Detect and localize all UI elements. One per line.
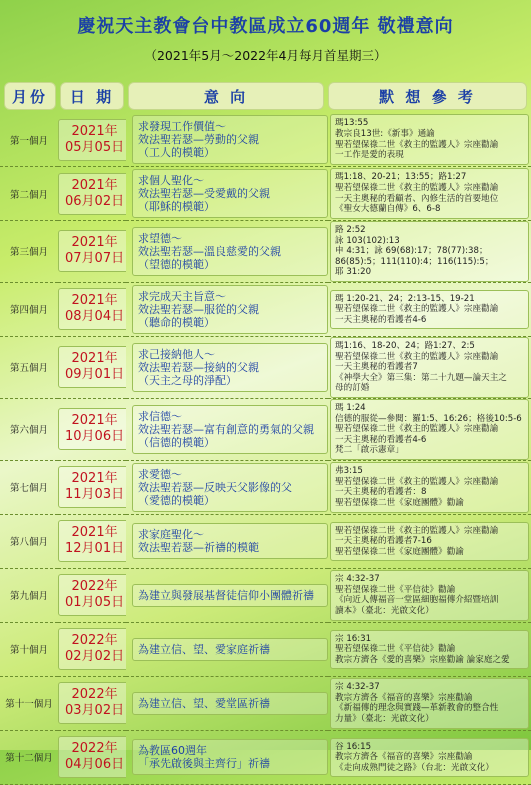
topic-box xyxy=(132,584,328,607)
reference-line: 讀本》（臺北：光啟文化） xyxy=(335,606,434,616)
date-cell xyxy=(58,622,126,676)
date-box xyxy=(58,119,126,161)
reference-line: 一天主奧秘的看護者：8 xyxy=(335,487,427,498)
month-cell: 第八個月 xyxy=(0,514,58,568)
month-cell: 第二個月 xyxy=(0,167,58,221)
topic-box xyxy=(132,115,328,164)
topic-line: 為建立與發展基督徒信仰小團體祈禱 xyxy=(138,588,314,602)
month-cell: 第三個月 xyxy=(0,221,58,283)
reference-box xyxy=(330,221,529,282)
reference-cell xyxy=(328,730,531,784)
topic-line: 求發現工作價值～ xyxy=(138,120,226,133)
topic-line: 效法聖若瑟—服從的父親 xyxy=(138,302,259,316)
reference-line: 詠 103(102):13 xyxy=(335,235,400,246)
reference-line: 教宗良13世:《新事》通諭 xyxy=(335,128,435,139)
reference-cell xyxy=(328,167,531,221)
month-cell: 第十二個月 xyxy=(0,730,58,784)
date-box xyxy=(58,682,126,724)
date-line: 2022年 xyxy=(71,579,118,595)
table-row xyxy=(0,398,531,460)
date-cell xyxy=(58,221,126,283)
topic-line: 效法聖若瑟—富有創意的勇氣的父親 xyxy=(138,422,314,436)
table-row xyxy=(0,622,531,676)
table-row xyxy=(0,221,531,283)
date-cell xyxy=(58,282,126,336)
reference-line: 86(85):5；111(110):4；116(115):5； xyxy=(335,256,494,267)
topic-box xyxy=(132,169,328,218)
topic-box xyxy=(132,739,328,775)
page-title: 慶祝天主教會台中教區成立60週年 敬禮意向 xyxy=(77,16,454,37)
date-line: 07月07日 xyxy=(65,251,125,267)
topic-line: （工人的模範） xyxy=(138,146,215,159)
month-cell: 第六個月 xyxy=(0,398,58,460)
topic-line: 求愛德～ xyxy=(138,467,182,481)
date-cell xyxy=(58,113,126,167)
date-box xyxy=(58,628,126,670)
topic-line: （望德的模範） xyxy=(138,257,215,271)
date-line: 2021年 xyxy=(71,471,118,487)
table-row xyxy=(0,282,531,336)
reference-line: 教宗方濟各《福音的喜樂》宗座勸諭 xyxy=(335,692,473,703)
reference-line: 一天主奧秘的看護者7-16 xyxy=(335,536,432,547)
date-line: 05月05日 xyxy=(65,139,125,155)
date-line: 10月06日 xyxy=(65,429,125,445)
topic-cell xyxy=(126,514,328,568)
reference-line: 《新福傳的理念與實踐—革新教會的整合性 xyxy=(335,703,499,714)
reference-line: 一天主奧秘的看護者7 xyxy=(335,362,418,373)
topic-cell xyxy=(126,460,328,514)
date-line: 2022年 xyxy=(71,687,118,703)
month-cell: 第四個月 xyxy=(0,282,58,336)
reference-line: 《向近人傳福音一堂區細胞福傳介紹暨培訓 xyxy=(335,595,499,606)
reference-cell xyxy=(328,568,531,622)
topic-cell xyxy=(126,167,328,221)
reference-line: 梵二「啟示憲章」 xyxy=(335,445,404,456)
reference-line: 力量》（臺北：光啟文化） xyxy=(335,714,434,724)
reference-line: 教宗方濟各《福音的喜樂》宗座勸諭 xyxy=(335,752,473,763)
reference-box xyxy=(330,114,529,164)
topic-line: 求完成天主旨意～ xyxy=(138,289,226,303)
topic-line: 效法聖若瑟—溫良慈愛的父親 xyxy=(138,244,281,258)
reference-line: 《神學大全》第三集：第二十九題—論天主之 xyxy=(335,372,507,383)
reference-line: 聖若望保祿二世《救主的監護人》宗座勸諭 xyxy=(335,525,499,536)
month-cell: 第九個月 xyxy=(0,568,58,622)
reference-line: 母的訂婚 xyxy=(335,383,370,394)
reference-line: 教宗方濟各《愛的喜樂》宗座勸諭 論家庭之愛 xyxy=(335,654,510,665)
date-line: 01月05日 xyxy=(65,595,125,611)
reference-line: 《走向成熟門徒之路》（台北：光啟文化） xyxy=(335,762,494,773)
topic-cell xyxy=(126,336,328,398)
reference-line: 耶 31:20 xyxy=(335,267,372,278)
topic-line: 效法聖若瑟—反映天父影像的父 xyxy=(138,480,292,494)
reference-box xyxy=(330,630,529,670)
date-box xyxy=(58,520,126,562)
date-line: 11月03日 xyxy=(65,487,125,503)
header-month: 月份 xyxy=(4,82,56,110)
reference-box xyxy=(330,522,529,562)
table-row xyxy=(0,568,531,622)
reference-line: 一天主奧秘的看護者4-6 xyxy=(335,434,427,445)
topic-box xyxy=(132,285,328,334)
reference-cell xyxy=(328,221,531,283)
topic-line: 為教區60週年 xyxy=(138,744,207,758)
reference-box xyxy=(330,399,529,460)
date-box xyxy=(58,408,126,450)
topic-line: 效法聖若瑟—祈禱的模範 xyxy=(138,541,259,555)
reference-line: 瑪1:18、20-21；13:55；路1:27 xyxy=(335,172,467,183)
reference-line: 弗3:15 xyxy=(335,466,363,477)
table-row xyxy=(0,460,531,514)
topic-line: 效法聖若瑟—接納的父親 xyxy=(138,360,259,374)
topic-box xyxy=(132,227,328,276)
date-box xyxy=(58,574,126,616)
reference-line: 一工作是愛的表現 xyxy=(335,150,404,161)
date-line: 04月06日 xyxy=(65,757,125,773)
reference-line: 宗 4:32-37 xyxy=(335,682,380,693)
table-row xyxy=(0,113,531,167)
month-cell: 第十一個月 xyxy=(0,676,58,730)
reference-line: 聖若望保祿二世《救主的監護人》宗座勸諭 xyxy=(335,351,499,362)
reference-line: 聖若望保祿二世《平信徒》勸諭 xyxy=(335,584,456,595)
topic-box xyxy=(132,692,328,715)
date-line: 2021年 xyxy=(71,293,118,309)
reference-line: 信德的服從—參閱：羅1:5、16:26；格後10:5-6 xyxy=(335,413,522,424)
topic-cell xyxy=(126,282,328,336)
month-cell: 第十個月 xyxy=(0,622,58,676)
date-line: 06月02日 xyxy=(65,193,125,209)
table-row xyxy=(0,676,531,730)
reference-line: 聖若望保祿二世《救主的監護人》宗座勸諭 xyxy=(335,476,499,487)
reference-line: 宗 4:32-37 xyxy=(335,574,380,585)
topic-line: 效法聖若瑟—受愛戴的父親 xyxy=(138,187,270,200)
reference-cell xyxy=(328,113,531,167)
reference-cell xyxy=(328,398,531,460)
reference-line: 申 4:31；詠 69(68):17；78(77):38； xyxy=(335,246,488,257)
header-date: 日 期 xyxy=(60,82,124,110)
topic-line: （聽命的模範） xyxy=(138,315,215,329)
reference-cell xyxy=(328,336,531,398)
date-box xyxy=(58,466,126,508)
reference-line: 瑪13:55 xyxy=(335,118,369,129)
date-line: 2021年 xyxy=(71,413,118,429)
date-cell xyxy=(58,568,126,622)
date-box xyxy=(58,288,126,330)
date-cell xyxy=(58,167,126,221)
date-line: 12月01日 xyxy=(65,541,125,557)
table-row xyxy=(0,730,531,784)
topic-box xyxy=(132,405,328,454)
topic-line: （愛德的模範） xyxy=(138,493,215,507)
date-line: 09月01日 xyxy=(65,367,125,383)
topic-line: 為建立信、望、愛家庭祈禱 xyxy=(138,642,270,656)
reference-line: 瑪1:16、18-20、24；路1:27、2:5 xyxy=(335,340,475,351)
reference-line: 聖若望保祿二世《平信徒》勸諭 xyxy=(335,644,456,655)
topic-cell xyxy=(126,730,328,784)
date-cell xyxy=(58,730,126,784)
topic-line: 為建立信、望、愛堂區祈禱 xyxy=(138,696,270,710)
topic-line: （天主之母的淨配） xyxy=(138,373,237,387)
reference-line: 瑪 1:20-21、24；2:13-15、19-21 xyxy=(335,293,475,304)
topic-box xyxy=(132,343,328,392)
date-line: 2021年 xyxy=(71,177,118,193)
reference-box xyxy=(330,337,529,398)
date-line: 2021年 xyxy=(71,525,118,541)
topic-cell xyxy=(126,676,328,730)
reference-line: 谷 16:15 xyxy=(335,741,372,752)
reference-line: 宗 16:31 xyxy=(335,633,372,644)
reference-box xyxy=(330,570,529,620)
reference-box xyxy=(330,290,529,330)
topic-line: 「承先啟後與主齊行」祈禱 xyxy=(138,757,270,771)
reference-line: 瑪 1:24 xyxy=(335,402,366,413)
schedule-table xyxy=(0,113,531,785)
date-cell xyxy=(58,676,126,730)
date-line: 2022年 xyxy=(71,741,118,757)
reference-line: 一天主奧秘的看顧者、內修生活的首要地位 xyxy=(335,193,499,204)
header-topic: 意 向 xyxy=(128,82,324,110)
page-subtitle: （2021年5月～2022年4月每月首星期三） xyxy=(144,48,387,63)
reference-line: 聖若望保祿二世《家庭團體》勸諭 xyxy=(335,546,464,557)
reference-cell xyxy=(328,514,531,568)
reference-line: 《聖女大德蘭自傳》6、6-8 xyxy=(335,204,441,215)
reference-line: 聖若望保祿二世《家庭團體》勸諭 xyxy=(335,498,464,508)
reference-box xyxy=(330,462,529,512)
date-cell xyxy=(58,460,126,514)
reference-cell xyxy=(328,282,531,336)
date-line: 08月04日 xyxy=(65,309,125,325)
reference-line: 聖若望保祿二世《救主的監護人》宗座勸諭 xyxy=(335,139,499,150)
topic-line: 求家庭聖化～ xyxy=(138,528,204,542)
topic-line: 求信德～ xyxy=(138,409,182,423)
topic-cell xyxy=(126,113,328,167)
topic-line: 求個人聖化～ xyxy=(138,174,204,187)
table-row xyxy=(0,514,531,568)
topic-line: 效法聖若瑟—勞動的父親 xyxy=(138,133,259,146)
table-row xyxy=(0,167,531,221)
reference-line: 聖若望保祿二世《救主的監護人》宗座勸諭 xyxy=(335,424,499,435)
topic-box xyxy=(132,523,328,559)
topic-cell xyxy=(126,568,328,622)
topic-cell xyxy=(126,622,328,676)
month-cell: 第一個月 xyxy=(0,113,58,167)
reference-line: 聖若望保祿二世《救主的監護人》宗座勸諭 xyxy=(335,304,499,315)
reference-cell xyxy=(328,676,531,730)
date-cell xyxy=(58,398,126,460)
date-box xyxy=(58,230,126,272)
reference-line: 路 2:52 xyxy=(335,225,366,235)
reference-cell xyxy=(328,622,531,676)
topic-line: 求己接納他人～ xyxy=(138,347,215,361)
header-ref: 默 想 參 考 xyxy=(328,82,527,110)
reference-box xyxy=(330,738,529,778)
date-line: 2021年 xyxy=(71,351,118,367)
date-cell xyxy=(58,514,126,568)
topic-line: 求望德～ xyxy=(138,231,182,245)
topic-box xyxy=(132,638,328,661)
topic-line: （信德的模範） xyxy=(138,435,215,449)
reference-line: 一天主奧秘的看護者4-6 xyxy=(335,314,427,325)
topic-box xyxy=(132,463,328,512)
topic-line: （耶穌的模範） xyxy=(138,200,215,213)
date-line: 02月02日 xyxy=(65,649,125,665)
date-line: 2022年 xyxy=(71,633,118,649)
topic-cell xyxy=(126,398,328,460)
table-row xyxy=(0,336,531,398)
date-box xyxy=(58,173,126,215)
date-line: 2021年 xyxy=(71,235,118,251)
month-cell: 第七個月 xyxy=(0,460,58,514)
reference-box xyxy=(330,678,529,728)
date-box xyxy=(58,346,126,388)
topic-cell xyxy=(126,221,328,283)
date-cell xyxy=(58,336,126,398)
month-cell: 第五個月 xyxy=(0,336,58,398)
date-line: 2021年 xyxy=(71,123,118,139)
reference-box xyxy=(330,168,529,218)
date-box xyxy=(58,736,126,778)
reference-line: 聖若望保祿二世《救主的監護人》宗座勸諭 xyxy=(335,182,499,193)
reference-cell xyxy=(328,460,531,514)
date-line: 03月02日 xyxy=(65,703,125,719)
